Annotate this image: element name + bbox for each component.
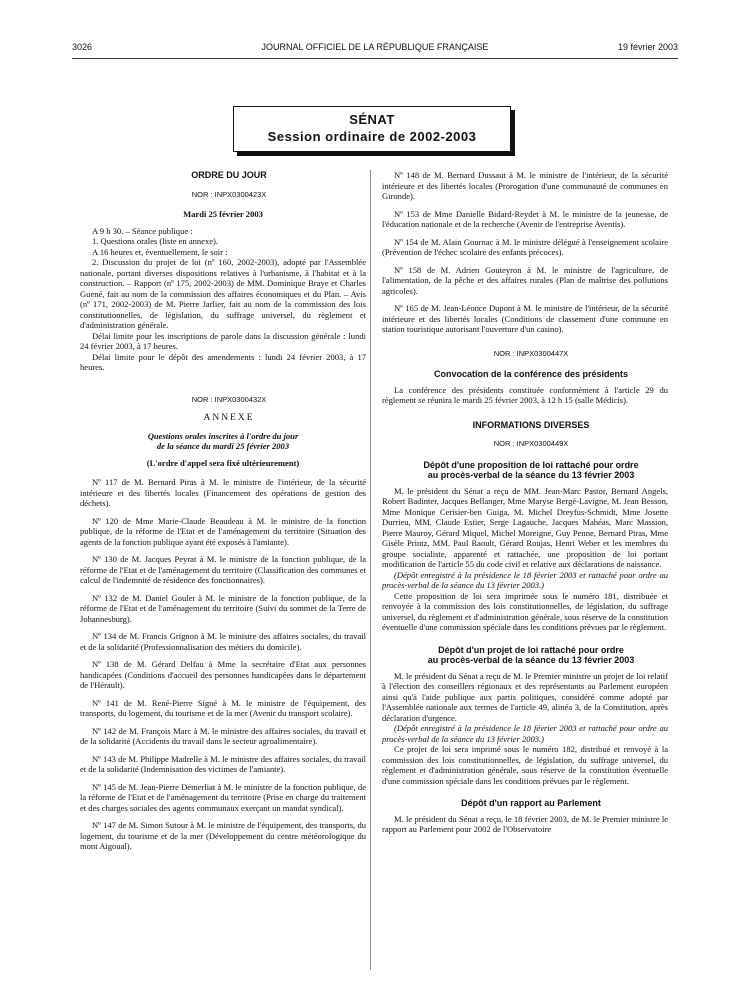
header-rule xyxy=(72,58,678,59)
annexe-heading: ANNEXE xyxy=(203,413,255,423)
annexe-subtitle: de la séance du mardi 25 février 2003 xyxy=(156,441,290,451)
session-date-heading: Mardi 25 février 2003 xyxy=(183,209,263,219)
agenda-line: A 16 heures et, éventuellement, le soir : xyxy=(92,246,228,257)
nor-code: NOR : INPX0300449X xyxy=(493,439,569,448)
conference-text: La conférence des présidents constituée conformément à l'article 29 du règlement se réunira le mardi 25 février 2003, à 12 h 15 (salle Médicis). xyxy=(382,384,668,405)
deposit-paragraph: Ce projet de loi sera imprimé sous le numéro 182, distribué et renvoyé à la commission des lois constitutionnelles, de législation, du suffrage universel, du règlement et d'administration générale, sous réserve de la constitution éventuelle d'une commission spéciale dans les conditions prévues par le règlement. xyxy=(382,744,668,786)
deposit-heading: Dépôt d'une proposition de loi rattaché pour ordre xyxy=(423,459,639,470)
question-item: Nº 130 de M. Jacques Peyrat à M. le ministre de la fonction publique, de la réforme de l'Etat et de l'aménagement du territoire (Classification des communes et calcul de l'indemnité de résidence des fonctionnaires). xyxy=(80,554,366,585)
conference-heading: Convocation de la conférence des présidents xyxy=(433,369,629,379)
nor-code: NOR : INPX0300432X xyxy=(191,394,267,404)
left-column xyxy=(80,170,366,859)
nor-code: NOR : INPX0300447X xyxy=(493,348,569,358)
question-item: Nº 158 de M. Adrien Gouteyron à M. le ministre de l'agriculture, de l'alimentation, de la pêche et des affaires rurales (Plan de maîtrise des pollutions agricoles). xyxy=(382,264,668,296)
question-item: Nº 148 de M. Bernard Dussaut à M. le ministre de l'intérieur, de la sécurité intérieure et des libertés locales (Prorogation d'une communauté de communes en Gironde). xyxy=(382,170,668,201)
question-item: Nº 147 de M. Simon Sutour à M. le ministre de l'équipement, des transports, du logement, du tourisme et de la mer (Développement du centre météorologique du mont Aigoual). xyxy=(80,820,366,851)
deposit-note: (Dépôt enregistré à la présidence le 18 février 2003 et rattaché pour ordre au procès-verbal de la séance du 13 février 2003.) xyxy=(382,723,668,744)
agenda-line: Délai limite pour les inscriptions de parole dans la discussion générale : lundi 24 février 2003, à 17 heures. xyxy=(80,330,366,351)
deposit-heading: Dépôt d'un projet de loi rattaché pour ordre xyxy=(438,644,624,655)
title-senat: SÉNAT xyxy=(349,112,395,127)
page-number: 3026 xyxy=(72,42,93,52)
nor-code: NOR : INPX0300423X xyxy=(191,189,267,199)
deposit-note: (Dépôt enregistré à la présidence le 18 février 2003 et rattaché pour ordre au procès-verbal de la séance du 13 février 2003.) xyxy=(382,569,668,590)
report-paragraph: M. le président du Sénat a reçu, le 18 février 2003, de M. le Premier ministre le rapport au Parlement pour 2002 de l'Observatoire xyxy=(382,813,668,834)
report-heading: Dépôt d'un rapport au Parlement xyxy=(461,798,601,808)
deposit-heading: au procès-verbal de la séance du 13 février 2003 xyxy=(427,470,635,480)
right-column xyxy=(382,170,668,835)
agenda-line: A 9 h 30. – Séance publique : xyxy=(92,225,193,236)
question-item: Nº 141 de M. René-Pierre Signé à M. le ministre de l'équipement, des transports, du logement, du tourisme et de la mer (Avenir du transport scolaire). xyxy=(80,697,366,718)
deposit-paragraph: M. le président du Sénat a reçu de M. le Premier ministre un projet de loi relatif à l'élection des conseillers régionaux et des représentants au Parlement européen ainsi qu'à l'aide publique aux partis politiques, considéré comme adopté par l'Assemblée nationale aux termes de l'article 49, alinéa 3, de la Constitution, après déclaration d'urgence. xyxy=(382,670,668,723)
question-item: Nº 142 de M. François Marc à M. le ministre des affaires sociales, du travail et de la solidarité (Accidents du travail dans le secteur agroalimentaire). xyxy=(80,725,366,746)
question-item: Nº 154 de M. Alain Gournac à M. le ministre délégué à l'enseignement scolaire (Prévention de l'échec scolaire des enfants précoces). xyxy=(382,236,668,257)
informations-heading: INFORMATIONS DIVERSES xyxy=(472,419,590,430)
question-item: Nº 153 de Mme Danielle Bidard-Reydet à M. le ministre de la jeunesse, de l'éducation nationale et de la recherche (Avenir de l'entreprise Aventis). xyxy=(382,208,668,229)
question-item: Nº 134 de M. Francis Grignon à M. le ministre des affaires sociales, du travail et de la solidarité (Professionnalisation des métiers du domicile). xyxy=(80,631,366,652)
journal-title: JOURNAL OFFICIEL DE LA RÉPUBLIQUE FRANÇAISE xyxy=(261,42,489,52)
question-item: Nº 143 de M. Philippe Madrelle à M. le ministre des affaires sociales, du travail et de la solidarité (Indemnisation des victimes de l'amiante). xyxy=(80,753,366,774)
question-item: Nº 165 de M. Jean-Léonce Dupont à M. le ministre de l'intérieur, de la sécurité intérieure et des libertés locales (Conditions de classement d'une commune en station touristique autorisant l'ouverture d'un casino). xyxy=(382,303,668,334)
agenda-line: 2. Discussion du projet de loi (nº 160, 2002-2003), adopté par l'Assemblée nationale, portant diverses dispositions relatives à l'urbanisme, à l'habitat et à la construction. – Rapport (nº 175, 2002-2003) de MM. Dominique Braye et Charles Guené, fait au nom de la commission des affaires économiques et du Plan. – Avis (nº 171, 2002-2003) de M. Pierre Jarlier, fait au nom de la commission des lois constitutionnelles, de législation, du suffrage universel, du règlement et d'administration générale. xyxy=(80,257,366,330)
question-item: Nº 138 de M. Gérard Delfau à Mme la secrétaire d'Etat aux personnes handicapées (Conditions d'accueil des personnes handicapées dans le département de l'Hérault). xyxy=(80,659,366,690)
deposit-paragraph: Cette proposition de loi sera imprimée sous le numéro 181, distribuée et renvoyée à la commission des lois constitutionnelles, de législation, du suffrage universel, du règlement et d'administration générale, sous réserve de la constitution éventuelle d'une commission spéciale dans les conditions prévues par le règlement. xyxy=(382,590,668,632)
deposit-paragraph: M. le président du Sénat a reçu de MM. Jean-Marc Pastor, Bernard Angels, Robert Badinter, Jacques Bellanger, Mme Maryse Bergé-Lavigne, M. Jean Besson, Mme Monique Cerisier-ben Guiga, M. Michel Dreyfus-Schmidt, Mme Josette Durrieu, MM. Claude Estier, Serge Lagauche, Jacques Mahéas, Marc Massion, Pierre Mauroy, Gérard Miquel, Michel Moreigne, Guy Penne, Bernard Piras, Mme Gisèle Printz, MM. Paul Raoult, Gérard Roujas, Henri Weber et les membres du groupe socialiste, apparenté et rattachée, une proposition de loi portant modification de l'article 55 du code civil et relative aux déclarations de naissance. xyxy=(382,485,668,569)
column-rule xyxy=(370,170,371,970)
deposit-heading: au procès-verbal de la séance du 13 février 2003 xyxy=(427,655,635,665)
question-item: Nº 145 de M. Jean-Pierre Demerliat à M. le ministre de la fonction publique, de la réforme de l'Etat et de l'aménagement du territoire (Prise en charge du traitement et des charges sociales des agents communaux exerçant un mandat syndical). xyxy=(80,781,366,813)
question-item: Nº 117 de M. Bernard Piras à M. le ministre de l'intérieur, de la sécurité intérieure et des libertés locales (Financement des opérations de gestion des déchets). xyxy=(80,477,366,508)
appel-note: (L'ordre d'appel sera fixé ultérieurement) xyxy=(146,457,300,468)
page-header xyxy=(72,42,678,56)
annexe-subtitle: Questions orales inscrites à l'ordre du jour xyxy=(147,430,299,441)
issue-date: 19 février 2003 xyxy=(617,42,678,52)
agenda-line: Délai limite pour le dépôt des amendements : lundi 24 février 2003, à 17 heures. xyxy=(80,351,366,372)
ordre-du-jour-heading: ORDRE DU JOUR xyxy=(191,170,267,180)
agenda-line: 1. Questions orales (liste en annexe). xyxy=(92,236,219,246)
title-box xyxy=(233,106,511,152)
question-item: Nº 120 de Mme Marie-Claude Beaudeau à M. le ministre de la fonction publique, de la réforme de l'Etat et de l'aménagement du territoire (Situation des agents de la fonction publique ayant été exposés à l'amiante). xyxy=(80,515,366,547)
question-item: Nº 132 de M. Daniel Goulet à M. le ministre de la fonction publique, de la réforme de l'Etat et de l'aménagement du territoire (Suivi du sommet de la Terre de Johannesburg). xyxy=(80,592,366,624)
title-session: Session ordinaire de 2002-2003 xyxy=(267,129,477,144)
